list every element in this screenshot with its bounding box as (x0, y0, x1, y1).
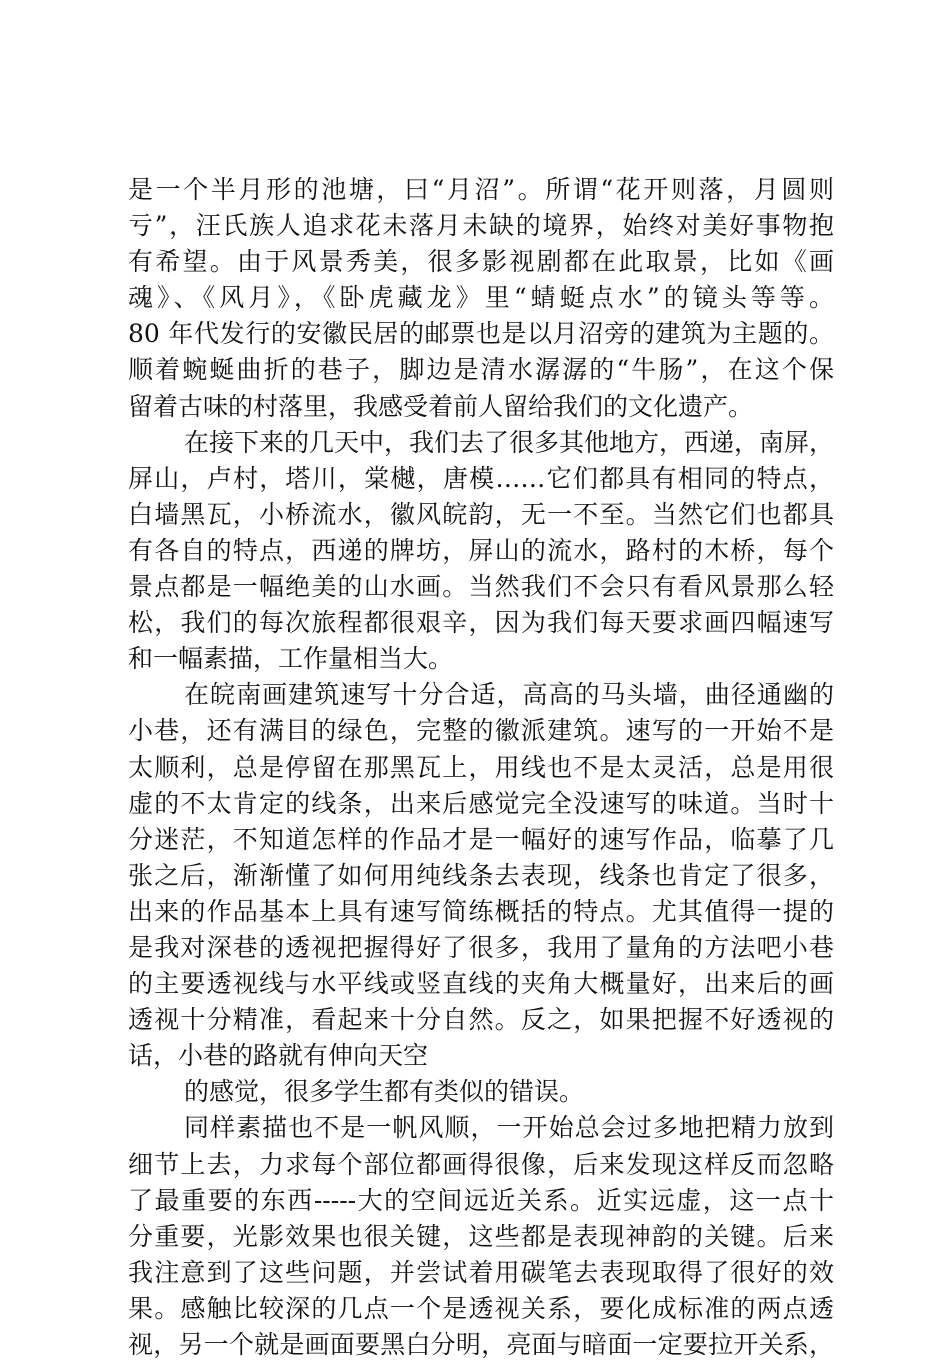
text-line: 张之后，渐渐懂了如何用纯线条去表现，线条也肯定了很多， (128, 860, 834, 890)
text-line: 是一个半月形的池塘，曰“月沼”。所谓“花开则落，月圆则 (128, 175, 834, 204)
text-line: 虚的不太肯定的线条，出来后感觉完全没速写的味道。当时十 (128, 788, 834, 818)
text-line: 有各自的特点，西递的牌坊，屏山的流水，路村的木桥，每个 (128, 535, 834, 565)
text-line: 太顺利，总是停留在那黑瓦上，用线也不是太灵活，总是用很 (128, 752, 834, 782)
text-line: 了最重要的东西-----大的空间远近关系。近实远虚，这一点十 (128, 1185, 834, 1215)
text-line: 小巷，还有满目的绿色，完整的徽派建筑。速写的一开始不是 (128, 716, 834, 746)
text-line: 和一幅素描，工作量相当大。 (128, 644, 454, 674)
text-line: 白墙黑瓦，小桥流水，徽风皖韵，无一不至。当然它们也都具 (128, 499, 834, 529)
text-line: 分迷茫，不知道怎样的作品才是一幅好的速写作品，临摹了几 (128, 824, 834, 854)
text-line: 出来的作品基本上具有速写简练概括的特点。尤其值得一提的 (128, 896, 834, 926)
text-line: 我注意到了这些问题，并尝试着用碳笔去表现取得了很好的效 (128, 1257, 834, 1287)
text-line: 景点都是一幅绝美的山水画。当然我们不会只有看风景那么轻 (128, 572, 834, 602)
text-line: 松，我们的每次旅程都很艰辛，因为我们每天要求画四幅速写 (128, 608, 834, 638)
text-line: 同样素描也不是一帆风顺，一开始总会过多地把精力放到 (184, 1113, 834, 1143)
text-line: 分重要，光影效果也很关键，这些都是表现神韵的关键。后来 (128, 1221, 834, 1251)
text-line: 在接下来的几天中，我们去了很多其他地方，西递，南屏， (184, 427, 835, 457)
text-line: 是我对深巷的透视把握得好了很多，我用了量角的方法吧小巷 (128, 932, 834, 962)
body-text (128, 172, 834, 1363)
text-line: 魂》、《风月》，《卧虎藏龙》里“蜻蜓点水”的镜头等等。 (128, 283, 834, 313)
text-line: 果。感触比较深的几点一个是透视关系，要化成标准的两点透 (128, 1293, 834, 1323)
text-line: 视，另一个就是画面要黑白分明，亮面与暗面一定要拉开关系， (128, 1330, 834, 1359)
text-line: 80 年代发行的安徽民居的邮票也是以月沼旁的建筑为主题的。 (128, 319, 834, 349)
text-line: 留着古味的村落里，我感受着前人留给我们的文化遗产。 (128, 391, 754, 421)
text-line: 的感觉，很多学生都有类似的错误。 (184, 1077, 585, 1107)
text-line: 屏山，卢村，塔川，棠樾，唐模……它们都具有相同的特点， (128, 463, 834, 493)
text-line: 的主要透视线与水平线或竖直线的夹角大概量好，出来后的画 (128, 969, 834, 999)
text-line: 亏”，汪氏族人追求花未落月未缺的境界，始终对美好事物抱 (128, 211, 834, 241)
text-line: 细节上去，力求每个部位都画得很像，后来发现这样反而忽略 (128, 1149, 834, 1179)
text-line: 有希望。由于风景秀美，很多影视剧都在此取景，比如《画 (128, 247, 834, 277)
text-line: 在皖南画建筑速写十分合适，高高的马头墙，曲径通幽的 (184, 680, 834, 710)
text-line: 顺着蜿蜒曲折的巷子，脚边是清水潺潺的“牛肠”，在这个保 (128, 355, 834, 385)
text-line: 透视十分精准，看起来十分自然。反之，如果把握不好透视的 (128, 1005, 834, 1035)
text-line: 话，小巷的路就有伸向天空 (128, 1041, 429, 1071)
